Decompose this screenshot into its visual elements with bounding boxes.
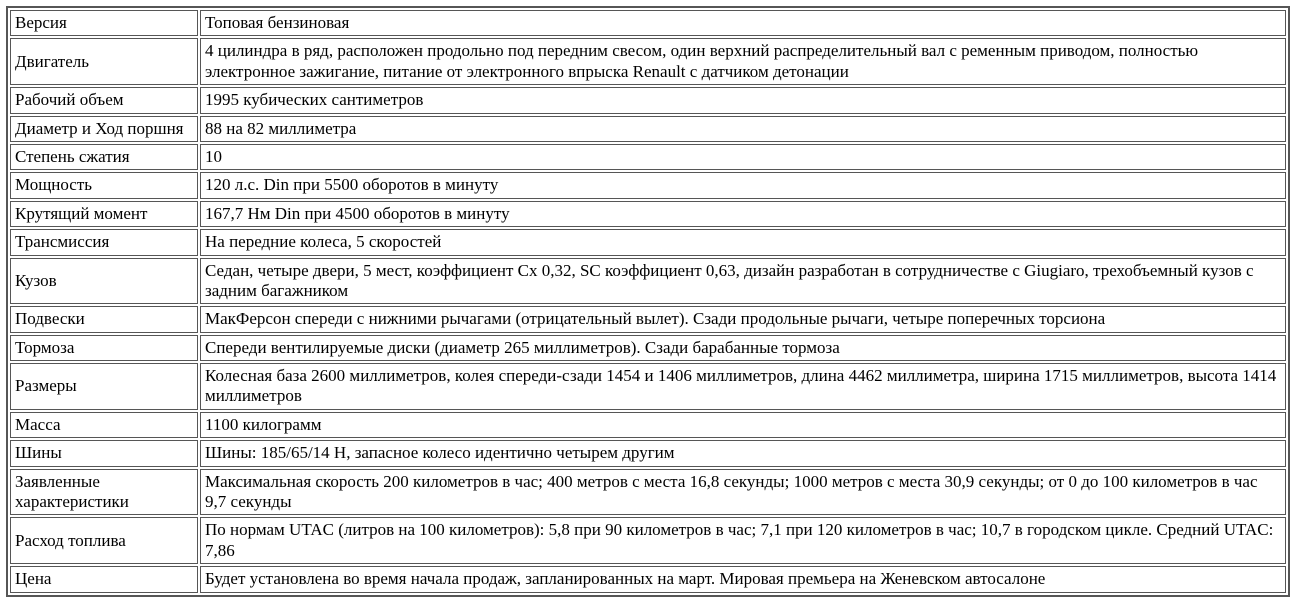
spec-row-label: Версия (10, 10, 198, 36)
spec-row-value: Топовая бензиновая (200, 10, 1286, 36)
spec-row-value: 167,7 Нм Din при 4500 оборотов в минуту (200, 201, 1286, 227)
spec-row-label: Тормоза (10, 335, 198, 361)
table-row (10, 87, 1286, 113)
spec-row-value: 10 (200, 144, 1286, 170)
table-row (10, 566, 1286, 592)
table-row (10, 517, 1286, 564)
spec-row-value: 88 на 82 миллиметра (200, 116, 1286, 142)
spec-row-value: Максимальная скорость 200 километров в час; 400 метров с места 16,8 секунды; 1000 метров с места 30,9 секунды; от 0 до 100 километров в час 9,7 секунды (200, 469, 1286, 516)
spec-row-value: Шины: 185/65/14 H, запасное колесо идентично четырем другим (200, 440, 1286, 466)
spec-row-label: Степень сжатия (10, 144, 198, 170)
spec-row-value: Будет установлена во время начала продаж, запланированных на март. Мировая премьера на Женевском автосалоне (200, 566, 1286, 592)
spec-row-label: Шины (10, 440, 198, 466)
spec-row-label: Заявленные характеристики (10, 469, 198, 516)
table-row (10, 38, 1286, 85)
spec-row-label: Масса (10, 412, 198, 438)
spec-row-value: На передние колеса, 5 скоростей (200, 229, 1286, 255)
spec-row-value: 1100 килограмм (200, 412, 1286, 438)
spec-row-label: Цена (10, 566, 198, 592)
spec-row-label: Рабочий объем (10, 87, 198, 113)
table-row (10, 229, 1286, 255)
spec-row-label: Расход топлива (10, 517, 198, 564)
spec-row-label: Крутящий момент (10, 201, 198, 227)
table-row (10, 363, 1286, 410)
spec-row-value: Спереди вентилируемые диски (диаметр 265 миллиметров). Сзади барабанные тормоза (200, 335, 1286, 361)
table-row (10, 144, 1286, 170)
spec-row-label: Мощность (10, 172, 198, 198)
spec-row-value: Колесная база 2600 миллиметров, колея спереди-сзади 1454 и 1406 миллиметров, длина 4462 миллиметра, ширина 1715 миллиметров, высота 1414 миллиметров (200, 363, 1286, 410)
spec-row-value: 4 цилиндра в ряд, расположен продольно под передним свесом, один верхний распределительный вал с ременным приводом, полностью электронное зажигание, питание от электронного впрыска Renault с датчиком детонации (200, 38, 1286, 85)
table-row (10, 258, 1286, 305)
table-row (10, 10, 1286, 36)
table-row (10, 469, 1286, 516)
spec-row-label: Подвески (10, 306, 198, 332)
table-row (10, 306, 1286, 332)
table-row (10, 172, 1286, 198)
spec-row-value: По нормам UTAC (литров на 100 километров): 5,8 при 90 километров в час; 7,1 при 120 километров в час; 10,7 в городском цикле. Средний UTAC: 7,86 (200, 517, 1286, 564)
table-row (10, 440, 1286, 466)
car-spec-table (6, 6, 1290, 597)
spec-row-value: 120 л.с. Din при 5500 оборотов в минуту (200, 172, 1286, 198)
spec-row-label: Диаметр и Ход поршня (10, 116, 198, 142)
spec-row-value: 1995 кубических сантиметров (200, 87, 1286, 113)
car-spec-table-body (10, 10, 1286, 593)
spec-row-label: Кузов (10, 258, 198, 305)
table-row (10, 116, 1286, 142)
spec-row-value: МакФерсон спереди с нижними рычагами (отрицательный вылет). Сзади продольные рычаги, четыре поперечных торсиона (200, 306, 1286, 332)
table-row (10, 335, 1286, 361)
table-row (10, 412, 1286, 438)
spec-row-label: Трансмиссия (10, 229, 198, 255)
spec-row-label: Размеры (10, 363, 198, 410)
table-row (10, 201, 1286, 227)
spec-row-label: Двигатель (10, 38, 198, 85)
spec-row-value: Седан, четыре двери, 5 мест, коэффициент Cx 0,32, SC коэффициент 0,63, дизайн разработан в сотрудничестве с Giugiaro, трехобъемный кузов с задним багажником (200, 258, 1286, 305)
